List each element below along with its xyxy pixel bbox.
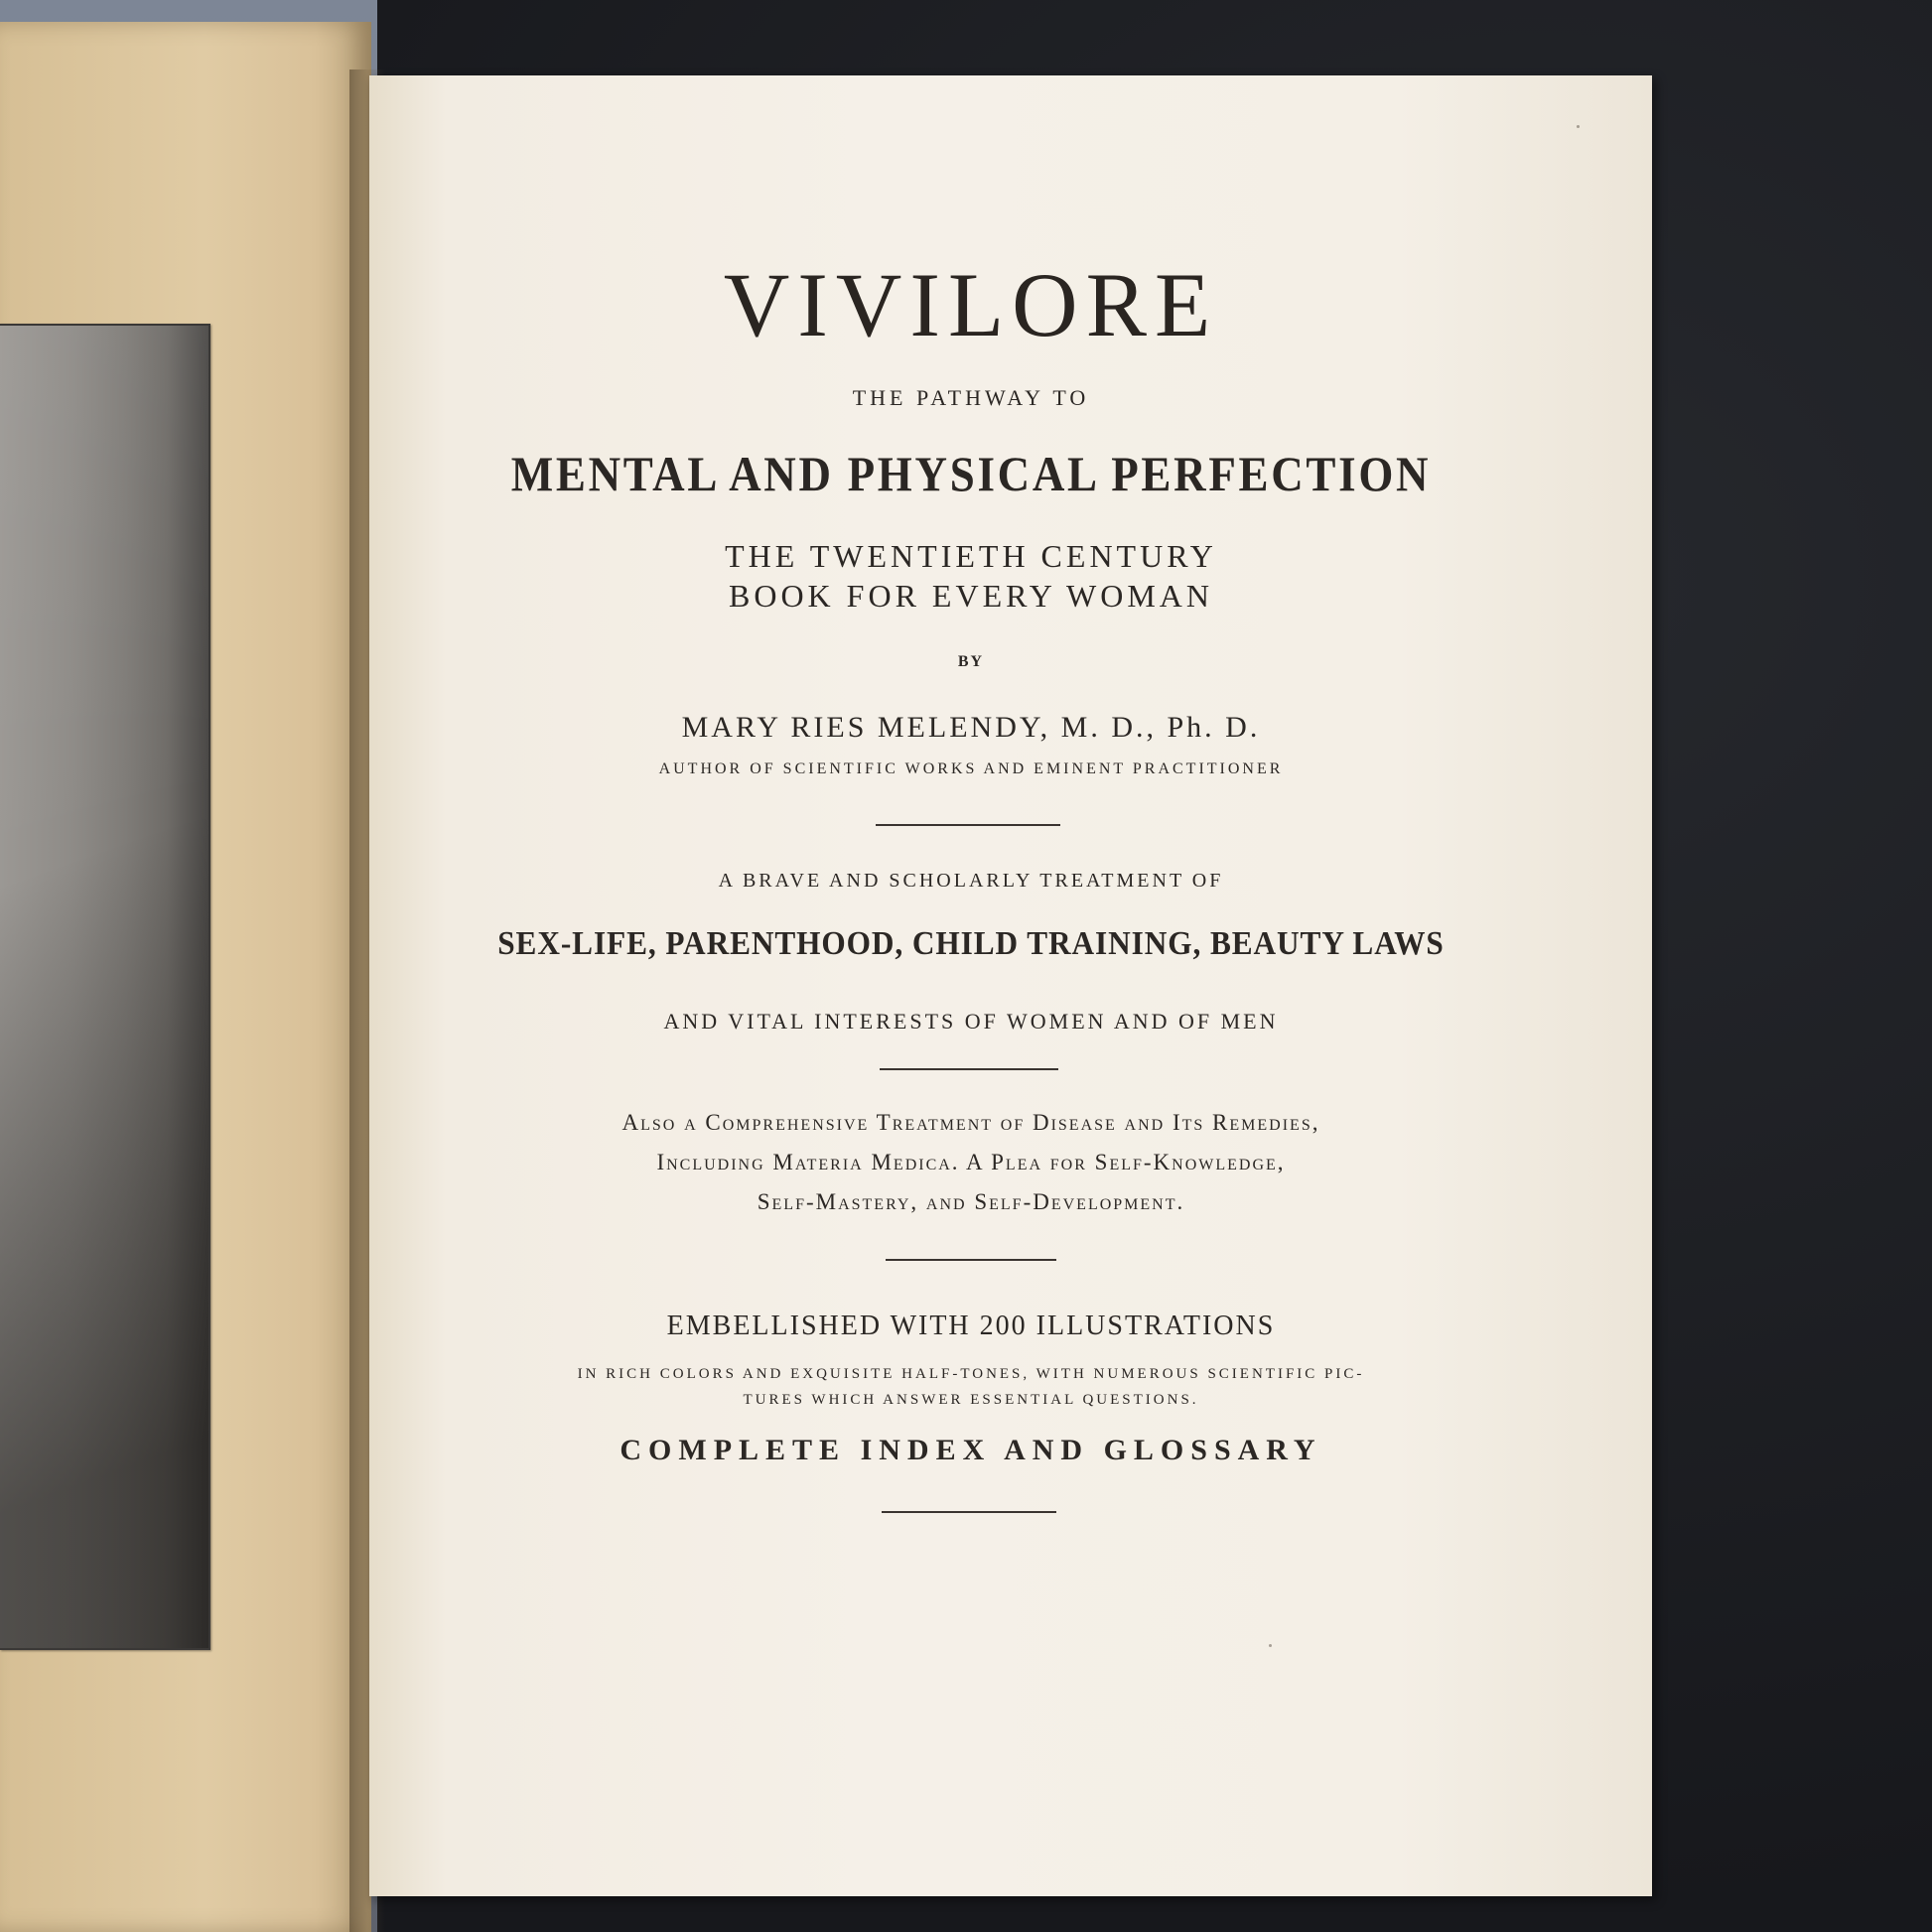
divider-rule xyxy=(882,1511,1056,1513)
tagline-line-2: BOOK FOR EVERY WOMAN xyxy=(728,578,1214,614)
also-line-2: Including Materia Medica. A Plea for Self-Knowledge, xyxy=(656,1150,1286,1174)
divider-rule xyxy=(876,824,1060,826)
treatment-topics: SEX-LIFE, PARENTHOOD, CHILD TRAINING, BEAUTY LAWS xyxy=(497,925,1445,962)
author-name: MARY RIES MELENDY, M. D., Ph. D. xyxy=(681,711,1261,744)
tagline-line-1: THE TWENTIETH CENTURY xyxy=(725,538,1217,574)
title-page-content xyxy=(369,75,1652,1896)
title-page xyxy=(369,75,1652,1896)
index-heading: COMPLETE INDEX AND GLOSSARY xyxy=(620,1434,1322,1466)
frontispiece-portrait-plate xyxy=(0,324,210,1650)
treatment-intro: A BRAVE AND SCHOLARLY TREATMENT OF xyxy=(718,870,1224,892)
subtitle-main: MENTAL AND PHYSICAL PERFECTION xyxy=(510,446,1432,501)
illustrations-heading: EMBELLISHED WITH 200 ILLUSTRATIONS xyxy=(666,1311,1276,1341)
author-credentials: AUTHOR OF SCIENTIFIC WORKS AND EMINENT PRACTITIONER xyxy=(658,760,1284,777)
paper-speck xyxy=(1577,125,1580,128)
illustrations-detail-line-1: IN RICH COLORS AND EXQUISITE HALF-TONES, WITH NUMEROUS SCIENTIFIC PIC- xyxy=(577,1366,1365,1382)
illustrations-detail-line-2: TURES WHICH ANSWER ESSENTIAL QUESTIONS. xyxy=(743,1392,1199,1408)
also-line-1: Also a Comprehensive Treatment of Disease and Its Remedies, xyxy=(621,1110,1320,1135)
also-line-3: Self-Mastery, and Self-Development. xyxy=(757,1189,1185,1214)
by-label: BY xyxy=(957,653,985,670)
left-page xyxy=(0,22,371,1932)
subtitle-intro: THE PATHWAY TO xyxy=(852,385,1090,410)
book-title: VIVILORE xyxy=(723,254,1219,355)
treatment-outro: AND VITAL INTERESTS OF WOMEN AND OF MEN xyxy=(663,1009,1279,1034)
portrait-shading xyxy=(0,326,208,1648)
divider-rule xyxy=(880,1068,1058,1070)
divider-rule xyxy=(886,1259,1056,1261)
paper-speck xyxy=(1269,1644,1272,1647)
